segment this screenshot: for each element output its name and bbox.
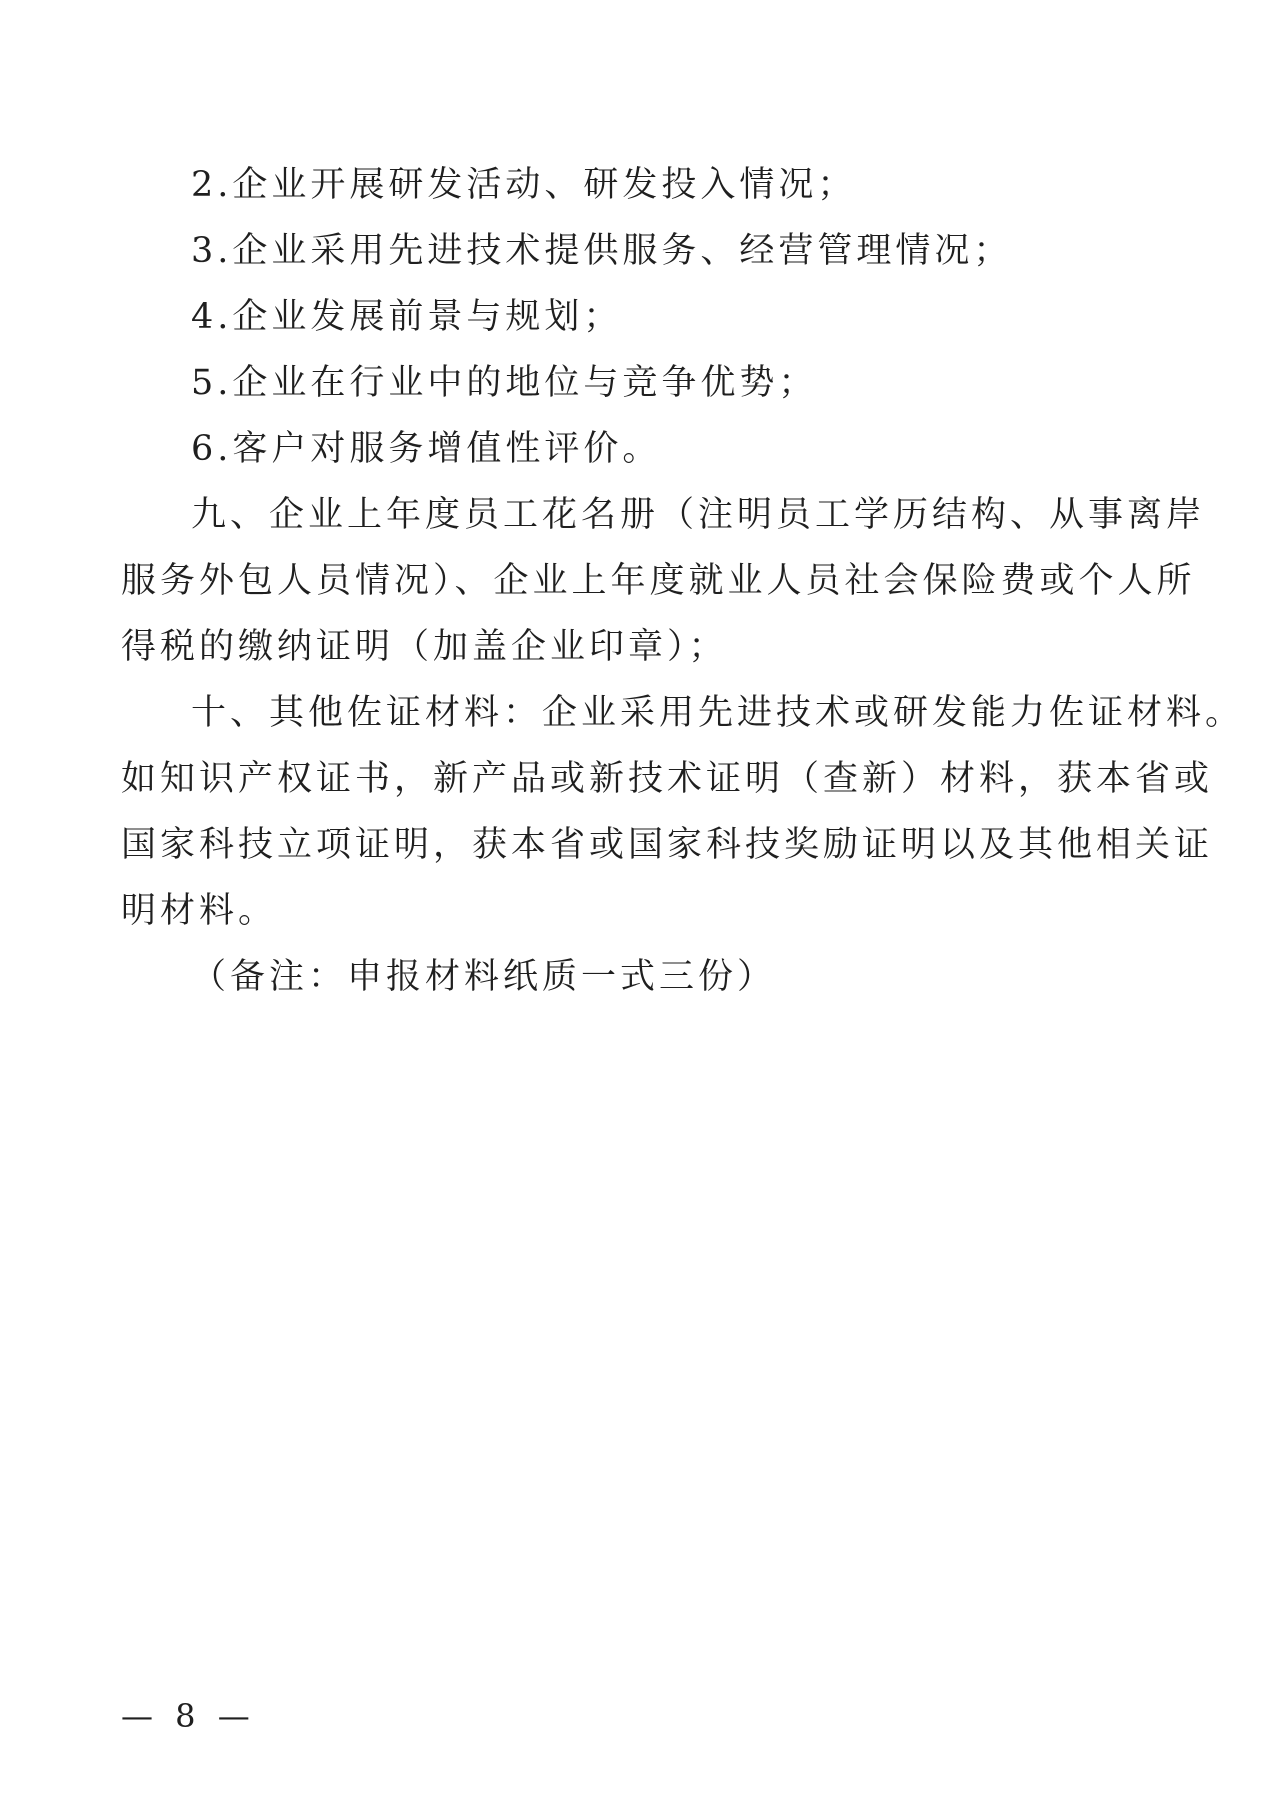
section-ten-line: 国家科技立项证明，获本省或国家科技奖励证明以及其他相关证: [121, 825, 1214, 865]
section-ten-line: 十、其他佐证材料：企业采用先进技术或研发能力佐证材料。: [191, 693, 1245, 733]
note-line: （备注：申报材料纸质一式三份）: [191, 957, 777, 997]
document-body: [121, 152, 1245, 1010]
list-item-3: 3.企业采用先进技术提供服务、经营管理情况；: [191, 231, 1013, 271]
list-item-2: 2.企业开展研发活动、研发投入情况；: [191, 165, 857, 205]
section-nine-paragraph: [121, 482, 1206, 680]
section-nine-line: 九、企业上年度员工花名册（注明员工学历结构、从事离岸: [191, 495, 1206, 535]
list-item-6: 6.客户对服务增值性评价。: [191, 429, 662, 469]
list-item-4: 4.企业发展前景与规划；: [191, 297, 623, 337]
page-number: — 8 —: [121, 1697, 256, 1735]
section-ten-line: 如知识产权证书，新产品或新技术证明（查新）材料，获本省或: [121, 759, 1214, 799]
section-ten-paragraph: [121, 680, 1245, 944]
section-ten-line: 明材料。: [121, 891, 278, 931]
section-nine-line: 服务外包人员情况）、企业上年度就业人员社会保险费或个人所: [121, 561, 1196, 601]
list-item-5: 5.企业在行业中的地位与竞争优势；: [191, 363, 818, 403]
section-nine-line: 得税的缴纳证明（加盖企业印章）；: [121, 627, 728, 667]
